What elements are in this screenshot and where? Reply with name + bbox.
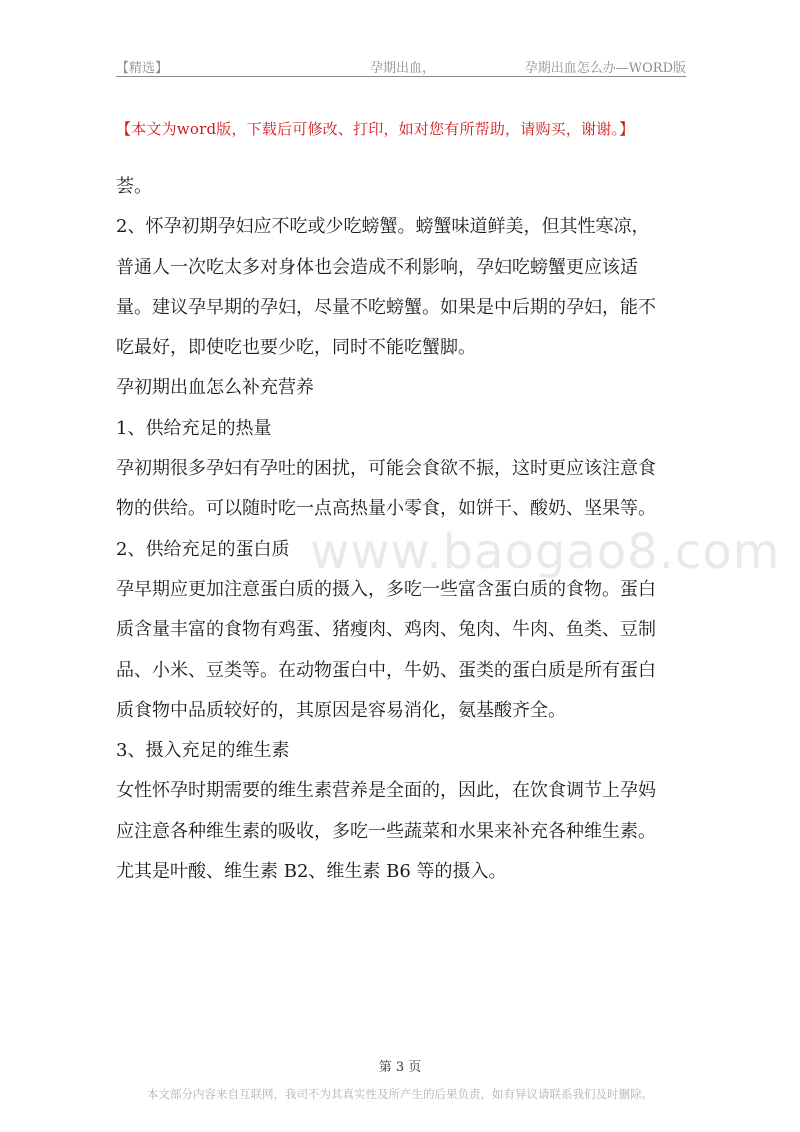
body-line: 吃最好，即使吃也要少吃，同时不能吃蟹脚。 bbox=[116, 337, 476, 359]
document-body bbox=[116, 167, 686, 892]
body-line: 普通人一次吃太多对身体也会造成不利影响，孕妇吃螃蟹更应该适 bbox=[116, 256, 638, 278]
footer-disclaimer: 本文部分内容来自互联网，我司不为其真实性及所产生的后果负责，如有异议请联系我们及时删除。 bbox=[147, 1087, 653, 1101]
body-line: 物的供给。可以随时吃一点高热量小零食，如饼干、酸奶、坚果等。 bbox=[116, 498, 656, 520]
body-line: 女性怀孕时期需要的维生素营养是全面的，因此，在饮食调节上孕妈 bbox=[116, 780, 656, 802]
body-line: 尤其是叶酸、维生素 B2、维生素 B6 等的摄入。 bbox=[116, 861, 507, 883]
body-line: 质食物中品质较好的，其原因是容易消化，氨基酸齐全。 bbox=[116, 699, 566, 721]
site-watermark: www.baogao8.com bbox=[310, 524, 781, 580]
subsection-heading: 2、供给充足的蛋白质 bbox=[116, 538, 290, 560]
header-center-title: 孕期出血， bbox=[370, 61, 436, 76]
page-number: 第 3 页 bbox=[378, 1060, 422, 1075]
page-header bbox=[116, 56, 686, 77]
body-line: 应注意各种维生素的吸收，多吃一些蔬菜和水果来补充各种维生素。 bbox=[116, 820, 656, 842]
header-right-title: 孕期出血怎么办—WORD版 bbox=[524, 61, 686, 76]
purchase-notice: 【本文为word版，下载后可修改、打印，如对您有所帮助，请购买，谢谢。】 bbox=[116, 120, 635, 138]
body-line: 2、怀孕初期孕妇应不吃或少吃螃蟹。螃蟹味道鲜美，但其性寒凉， bbox=[116, 216, 650, 238]
body-line: 量。建议孕早期的孕妇，尽量不吃螃蟹。如果是中后期的孕妇，能不 bbox=[116, 296, 656, 318]
subsection-heading: 1、供给充足的热量 bbox=[116, 417, 272, 439]
subsection-heading: 3、摄入充足的维生素 bbox=[116, 740, 290, 762]
header-left-label: 【精选】 bbox=[116, 61, 169, 76]
body-line: 孕初期很多孕妇有孕吐的困扰，可能会食欲不振，这时更应该注意食 bbox=[116, 458, 656, 480]
body-line: 质含量丰富的食物有鸡蛋、猪瘦肉、鸡肉、兔肉、牛肉、鱼类、豆制 bbox=[116, 619, 656, 641]
body-line: 孕早期应更加注意蛋白质的摄入，多吃一些富含蛋白质的食物。蛋白 bbox=[116, 578, 656, 600]
body-line: 品、小米、豆类等。在动物蛋白中，牛奶、蛋类的蛋白质是所有蛋白 bbox=[116, 659, 656, 681]
body-line: 荟。 bbox=[116, 176, 152, 197]
section-heading: 孕初期出血怎么补充营养 bbox=[116, 377, 314, 399]
